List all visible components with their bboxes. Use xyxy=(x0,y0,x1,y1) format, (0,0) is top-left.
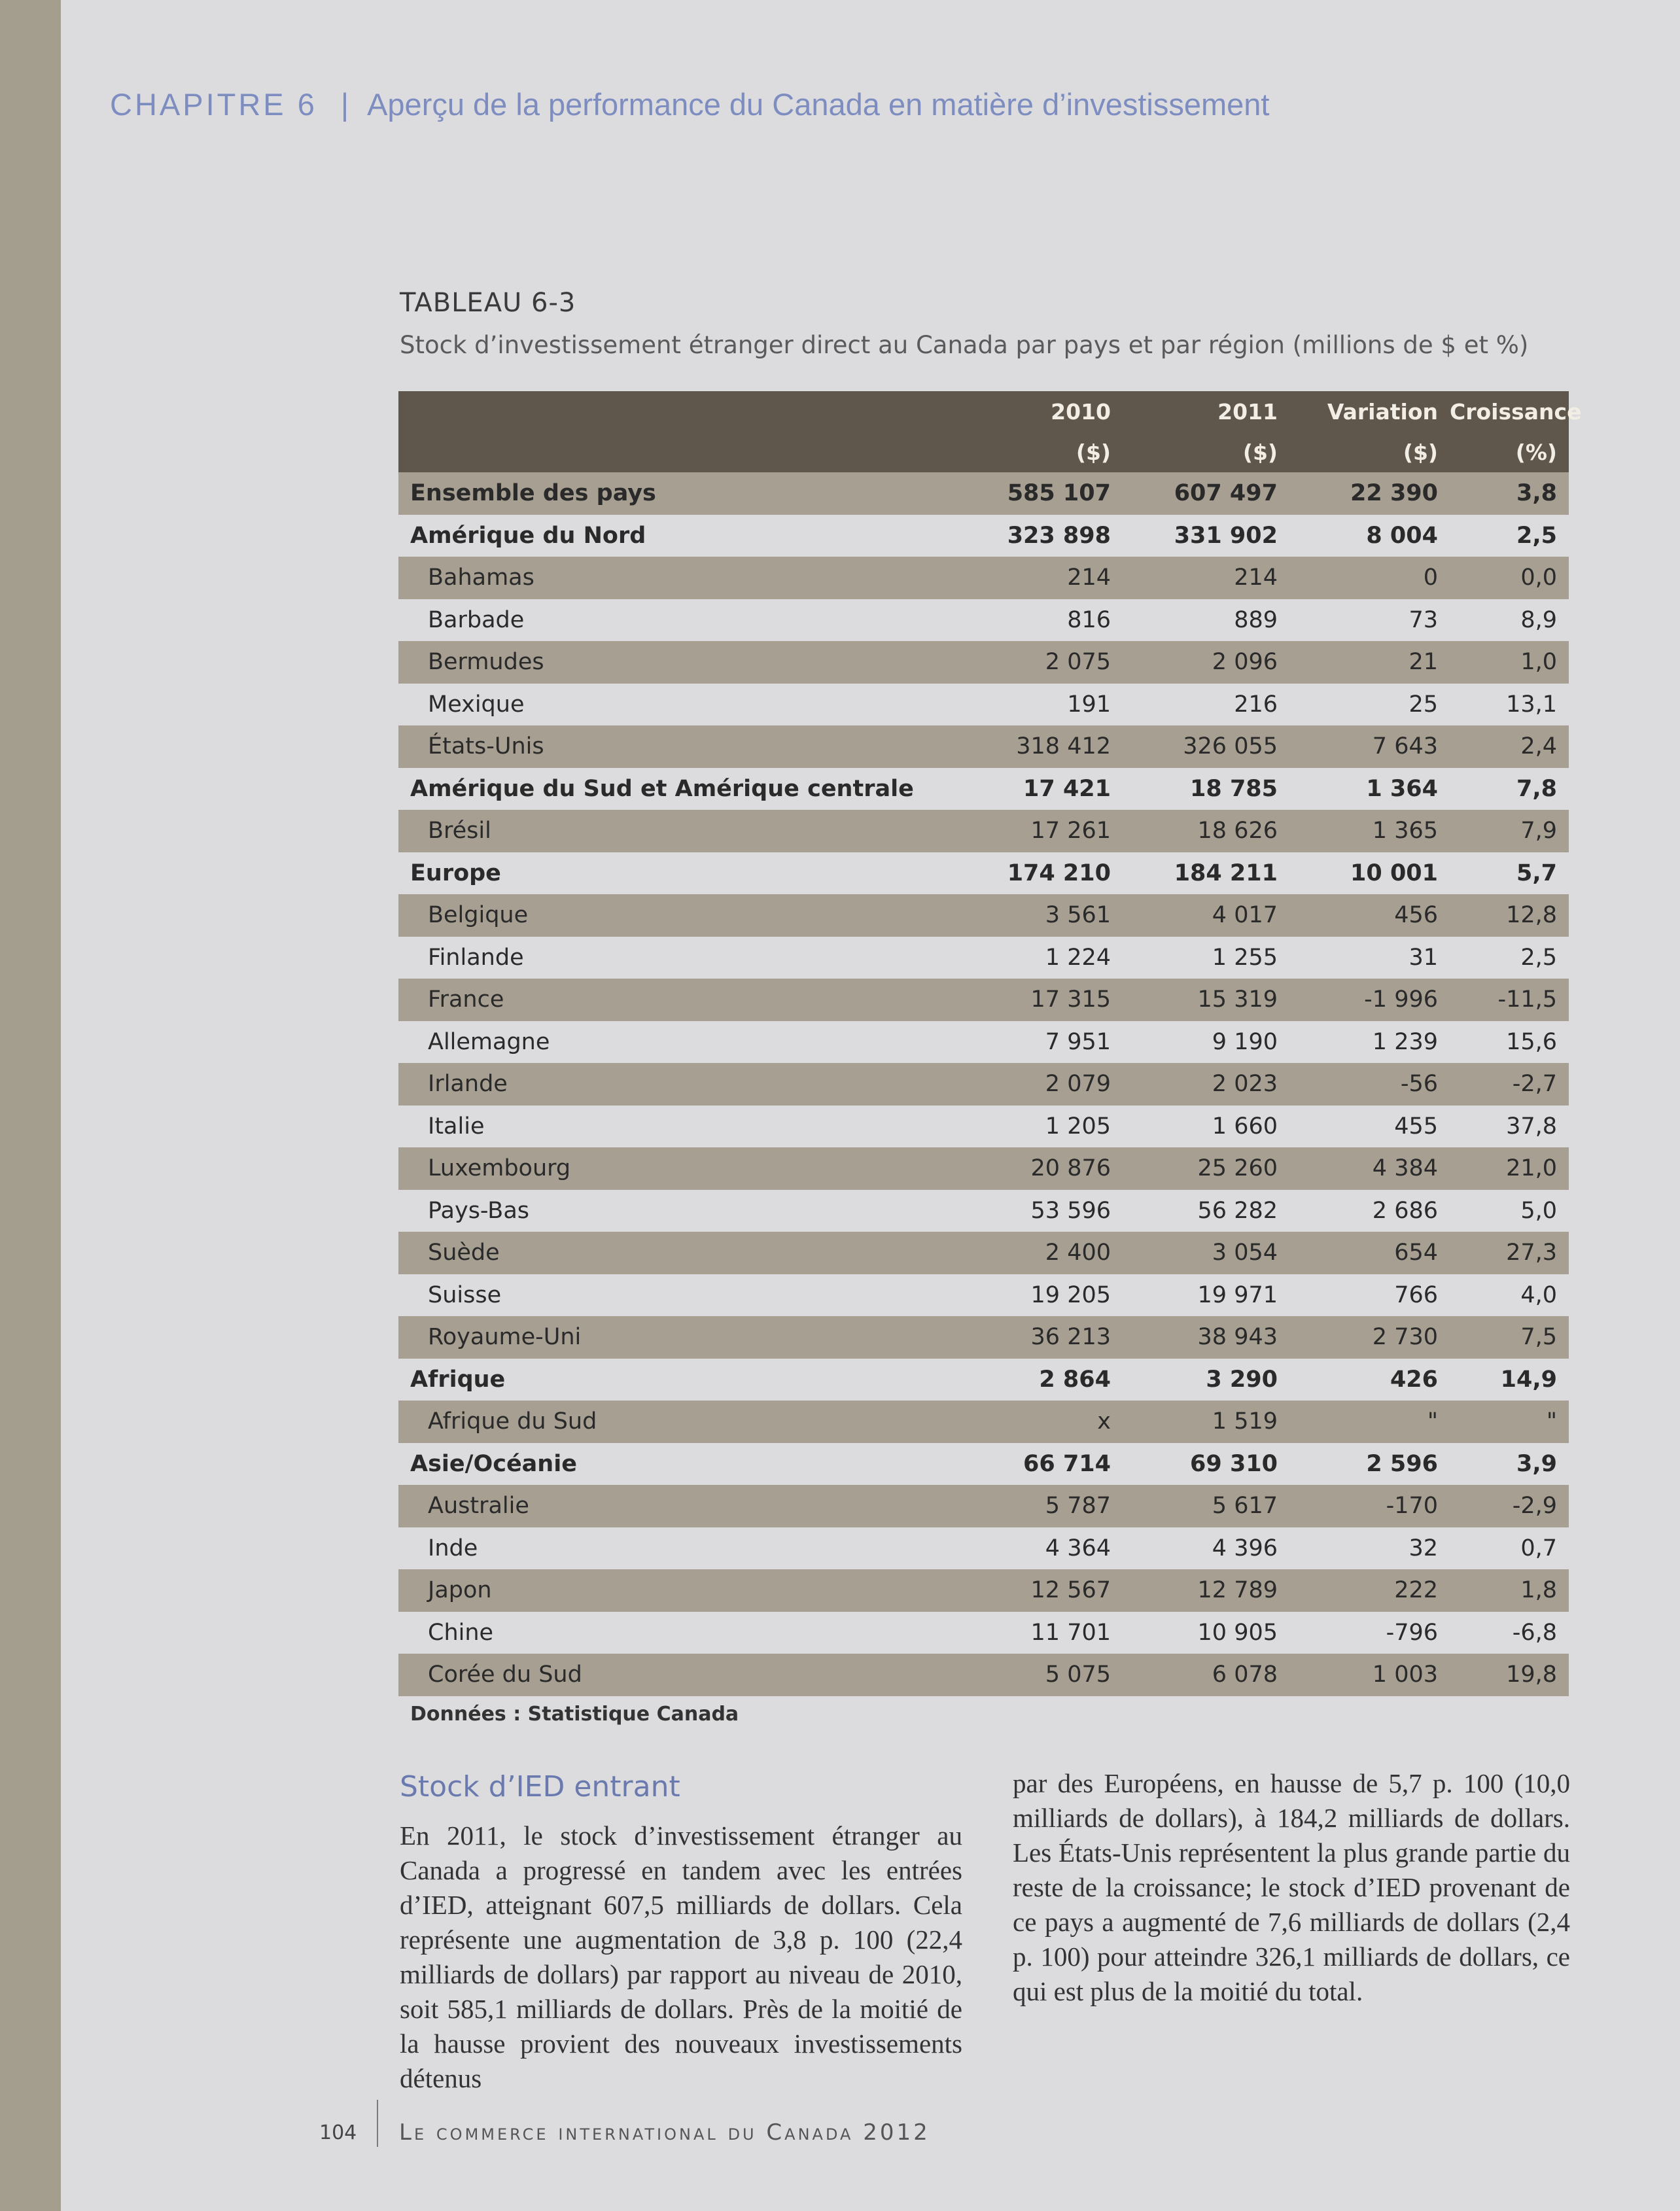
value-variation: 10 001 xyxy=(1289,852,1450,895)
unit-2011: ($) xyxy=(1123,432,1289,472)
value-2011: 5 617 xyxy=(1123,1485,1289,1527)
chapter-number: CHAPITRE 6 xyxy=(110,87,317,122)
column-header-growth: Croissance xyxy=(1450,391,1569,432)
value-2011: 12 789 xyxy=(1123,1569,1289,1612)
body-paragraph-right: par des Européens, en hausse de 5,7 p. 100 (10,0 milliards de dollars), à 184,2 milliards de dollars. Les États-Unis représentent la plus grande partie du reste de la croissance; le stock d’IED provenant de ce pays a augmenté de 7,6 milliards de dollars (2,4 p. 100) pour atteindre 326,1 milliards de dollars, ce qui est plus de la moitié du total. xyxy=(1013,1768,1570,2006)
value-2011: 1 255 xyxy=(1123,937,1289,979)
value-2011: 38 943 xyxy=(1123,1316,1289,1359)
value-2010: 36 213 xyxy=(953,1316,1123,1359)
value-growth: 7,8 xyxy=(1450,768,1569,810)
value-2011: 889 xyxy=(1123,599,1289,642)
value-variation: -170 xyxy=(1289,1485,1450,1527)
value-2011: 56 282 xyxy=(1123,1190,1289,1232)
value-2010: 214 xyxy=(953,557,1123,599)
chapter-header xyxy=(110,86,1615,122)
value-variation: 222 xyxy=(1289,1569,1450,1612)
row-label: Irlande xyxy=(398,1063,953,1106)
value-growth: " xyxy=(1450,1401,1569,1443)
value-2011: 1 519 xyxy=(1123,1401,1289,1443)
value-growth: 14,9 xyxy=(1450,1359,1569,1401)
section-title: Stock d’IED entrant xyxy=(400,1770,680,1803)
value-variation: 7 643 xyxy=(1289,725,1450,768)
table-row xyxy=(398,1232,1569,1274)
value-variation: -796 xyxy=(1289,1612,1450,1654)
table-row xyxy=(398,810,1569,852)
table-row xyxy=(398,894,1569,937)
table-row xyxy=(398,1654,1569,1696)
table-row xyxy=(398,1274,1569,1317)
value-2011: 4 017 xyxy=(1123,894,1289,937)
table-row xyxy=(398,684,1569,726)
table-row-region xyxy=(398,1443,1569,1486)
value-growth: 1,0 xyxy=(1450,641,1569,684)
footer-divider xyxy=(377,2100,378,2147)
value-growth: 2,5 xyxy=(1450,515,1569,557)
unit-label-cell xyxy=(398,432,953,472)
value-2011: 3 290 xyxy=(1123,1359,1289,1401)
row-label: Japon xyxy=(398,1569,953,1612)
row-label: Finlande xyxy=(398,937,953,979)
value-variation: 0 xyxy=(1289,557,1450,599)
value-variation: -1 996 xyxy=(1289,979,1450,1021)
row-label: Barbade xyxy=(398,599,953,642)
row-label: Royaume-Uni xyxy=(398,1316,953,1359)
table-unit-row xyxy=(398,432,1569,472)
value-variation: 1 239 xyxy=(1289,1021,1450,1064)
chapter-separator: | xyxy=(340,87,349,122)
value-2010: 585 107 xyxy=(953,472,1123,515)
value-2010: 1 205 xyxy=(953,1106,1123,1148)
table-row xyxy=(398,1569,1569,1612)
value-2011: 25 260 xyxy=(1123,1147,1289,1190)
column-header-2011: 2011 xyxy=(1123,391,1289,432)
value-growth: 5,7 xyxy=(1450,852,1569,895)
value-growth: 21,0 xyxy=(1450,1147,1569,1190)
table-row xyxy=(398,979,1569,1021)
value-2010: x xyxy=(953,1401,1123,1443)
value-growth: 2,5 xyxy=(1450,937,1569,979)
value-variation: 426 xyxy=(1289,1359,1450,1401)
value-growth: -2,9 xyxy=(1450,1485,1569,1527)
value-2010: 191 xyxy=(953,684,1123,726)
value-variation: 654 xyxy=(1289,1232,1450,1274)
value-growth: 3,9 xyxy=(1450,1443,1569,1486)
row-label: Inde xyxy=(398,1527,953,1570)
row-label: Amérique du Nord xyxy=(398,515,953,557)
value-growth: -2,7 xyxy=(1450,1063,1569,1106)
value-2010: 2 864 xyxy=(953,1359,1123,1401)
row-label: Allemagne xyxy=(398,1021,953,1064)
value-2011: 1 660 xyxy=(1123,1106,1289,1148)
row-label: États-Unis xyxy=(398,725,953,768)
value-2010: 2 075 xyxy=(953,641,1123,684)
row-label: France xyxy=(398,979,953,1021)
row-label: Belgique xyxy=(398,894,953,937)
table-row-region xyxy=(398,768,1569,810)
value-variation: 73 xyxy=(1289,599,1450,642)
row-label: Brésil xyxy=(398,810,953,852)
value-variation: 25 xyxy=(1289,684,1450,726)
row-label: Bermudes xyxy=(398,641,953,684)
table-row xyxy=(398,1106,1569,1148)
table-row-region xyxy=(398,515,1569,557)
row-label: Luxembourg xyxy=(398,1147,953,1190)
value-2010: 323 898 xyxy=(953,515,1123,557)
value-2010: 20 876 xyxy=(953,1147,1123,1190)
value-variation: 22 390 xyxy=(1289,472,1450,515)
value-growth: -6,8 xyxy=(1450,1612,1569,1654)
table-title: Stock d’investissement étranger direct au Canada par pays et par région (millions de $ et %) xyxy=(400,331,1529,359)
value-growth: 0,0 xyxy=(1450,557,1569,599)
body-paragraph-left: En 2011, le stock d’investissement étranger au Canada a progressé en tandem avec les entrées d’IED, atteignant 607,5 milliards de dollars. Cela représente une augmentation de 3,8 p. 100 (22,4 milliards de dollars) par rapport au niveau de 2010, soit 585,1 milliards de dollars. Près de la moitié de la hausse provient des nouveaux investissements détenus xyxy=(400,1820,962,2093)
value-2011: 19 971 xyxy=(1123,1274,1289,1317)
value-2010: 12 567 xyxy=(953,1569,1123,1612)
value-2011: 9 190 xyxy=(1123,1021,1289,1064)
value-variation: 31 xyxy=(1289,937,1450,979)
row-label: Bahamas xyxy=(398,557,953,599)
value-variation: 2 686 xyxy=(1289,1190,1450,1232)
fdi-stock-table xyxy=(398,391,1582,1696)
row-label: Pays-Bas xyxy=(398,1190,953,1232)
table-body xyxy=(398,472,1569,1696)
table-row xyxy=(398,557,1569,599)
book-spine-edge xyxy=(0,0,61,2211)
value-2010: 53 596 xyxy=(953,1190,1123,1232)
column-header-2010: 2010 xyxy=(953,391,1123,432)
row-label: Suède xyxy=(398,1232,953,1274)
value-variation: 21 xyxy=(1289,641,1450,684)
table-row xyxy=(398,1612,1569,1654)
row-label: Afrique xyxy=(398,1359,953,1401)
value-2010: 1 224 xyxy=(953,937,1123,979)
value-growth: 7,5 xyxy=(1450,1316,1569,1359)
value-variation: 8 004 xyxy=(1289,515,1450,557)
value-2010: 174 210 xyxy=(953,852,1123,895)
value-variation: 2 730 xyxy=(1289,1316,1450,1359)
value-variation: 456 xyxy=(1289,894,1450,937)
value-2010: 318 412 xyxy=(953,725,1123,768)
table-header-row xyxy=(398,391,1569,432)
value-2011: 15 319 xyxy=(1123,979,1289,1021)
row-label: Mexique xyxy=(398,684,953,726)
value-2011: 69 310 xyxy=(1123,1443,1289,1486)
value-2010: 11 701 xyxy=(953,1612,1123,1654)
unit-variation: ($) xyxy=(1289,432,1450,472)
value-2010: 17 261 xyxy=(953,810,1123,852)
value-variation: 1 003 xyxy=(1289,1654,1450,1696)
value-2010: 3 561 xyxy=(953,894,1123,937)
value-2010: 2 400 xyxy=(953,1232,1123,1274)
value-growth: 2,4 xyxy=(1450,725,1569,768)
value-variation: " xyxy=(1289,1401,1450,1443)
row-label: Chine xyxy=(398,1612,953,1654)
row-label: Australie xyxy=(398,1485,953,1527)
table-source: Données : Statistique Canada xyxy=(410,1703,739,1726)
value-2011: 331 902 xyxy=(1123,515,1289,557)
value-2010: 17 315 xyxy=(953,979,1123,1021)
value-2011: 10 905 xyxy=(1123,1612,1289,1654)
row-label: Corée du Sud xyxy=(398,1654,953,1696)
table-label: TABLEAU 6-3 xyxy=(400,288,576,318)
value-2010: 5 787 xyxy=(953,1485,1123,1527)
table-row xyxy=(398,1063,1569,1106)
value-2010: 19 205 xyxy=(953,1274,1123,1317)
column-header-variation: Variation xyxy=(1289,391,1450,432)
value-2011: 184 211 xyxy=(1123,852,1289,895)
table-row xyxy=(398,1485,1569,1527)
row-label: Amérique du Sud et Amérique centrale xyxy=(398,768,953,810)
value-growth: 13,1 xyxy=(1450,684,1569,726)
value-2010: 4 364 xyxy=(953,1527,1123,1570)
value-2010: 5 075 xyxy=(953,1654,1123,1696)
value-growth: 0,7 xyxy=(1450,1527,1569,1570)
value-2010: 17 421 xyxy=(953,768,1123,810)
value-2011: 2 023 xyxy=(1123,1063,1289,1106)
value-2011: 3 054 xyxy=(1123,1232,1289,1274)
row-label: Europe xyxy=(398,852,953,895)
table-row xyxy=(398,1401,1569,1443)
value-variation: 1 365 xyxy=(1289,810,1450,852)
value-variation: 4 384 xyxy=(1289,1147,1450,1190)
value-2011: 214 xyxy=(1123,557,1289,599)
unit-growth: (%) xyxy=(1450,432,1569,472)
table-row xyxy=(398,1190,1569,1232)
page-number: 104 xyxy=(319,2121,357,2144)
row-label: Suisse xyxy=(398,1274,953,1317)
value-2011: 2 096 xyxy=(1123,641,1289,684)
header-label-cell xyxy=(398,391,953,432)
publication-title: Le commerce international du Canada 2012 xyxy=(399,2119,930,2146)
value-growth: 8,9 xyxy=(1450,599,1569,642)
value-growth: 12,8 xyxy=(1450,894,1569,937)
value-variation: 2 596 xyxy=(1289,1443,1450,1486)
table-row xyxy=(398,1021,1569,1064)
value-2010: 2 079 xyxy=(953,1063,1123,1106)
row-label: Asie/Océanie xyxy=(398,1443,953,1486)
table-row xyxy=(398,725,1569,768)
value-2011: 18 626 xyxy=(1123,810,1289,852)
table-row xyxy=(398,641,1569,684)
row-label: Italie xyxy=(398,1106,953,1148)
value-2010: 7 951 xyxy=(953,1021,1123,1064)
table-row-region xyxy=(398,472,1569,515)
table-row xyxy=(398,937,1569,979)
table-row xyxy=(398,1147,1569,1190)
value-variation: 32 xyxy=(1289,1527,1450,1570)
table-row xyxy=(398,599,1569,642)
value-growth: 27,3 xyxy=(1450,1232,1569,1274)
value-2011: 216 xyxy=(1123,684,1289,726)
value-variation: -56 xyxy=(1289,1063,1450,1106)
value-2010: 66 714 xyxy=(953,1443,1123,1486)
row-label: Afrique du Sud xyxy=(398,1401,953,1443)
value-variation: 1 364 xyxy=(1289,768,1450,810)
value-2011: 6 078 xyxy=(1123,1654,1289,1696)
row-label: Ensemble des pays xyxy=(398,472,953,515)
value-2011: 4 396 xyxy=(1123,1527,1289,1570)
value-variation: 766 xyxy=(1289,1274,1450,1317)
value-2011: 607 497 xyxy=(1123,472,1289,515)
value-growth: 19,8 xyxy=(1450,1654,1569,1696)
value-growth: -11,5 xyxy=(1450,979,1569,1021)
table-row xyxy=(398,1527,1569,1570)
value-growth: 7,9 xyxy=(1450,810,1569,852)
table-row-region xyxy=(398,852,1569,895)
value-growth: 1,8 xyxy=(1450,1569,1569,1612)
value-growth: 3,8 xyxy=(1450,472,1569,515)
value-variation: 455 xyxy=(1289,1106,1450,1148)
value-growth: 37,8 xyxy=(1450,1106,1569,1148)
value-2010: 816 xyxy=(953,599,1123,642)
value-growth: 5,0 xyxy=(1450,1190,1569,1232)
value-2011: 326 055 xyxy=(1123,725,1289,768)
table-row-region xyxy=(398,1359,1569,1401)
value-growth: 15,6 xyxy=(1450,1021,1569,1064)
unit-2010: ($) xyxy=(953,432,1123,472)
value-2011: 18 785 xyxy=(1123,768,1289,810)
table-row xyxy=(398,1316,1569,1359)
value-growth: 4,0 xyxy=(1450,1274,1569,1317)
chapter-title: Aperçu de la performance du Canada en matière d’investissement xyxy=(367,87,1270,122)
